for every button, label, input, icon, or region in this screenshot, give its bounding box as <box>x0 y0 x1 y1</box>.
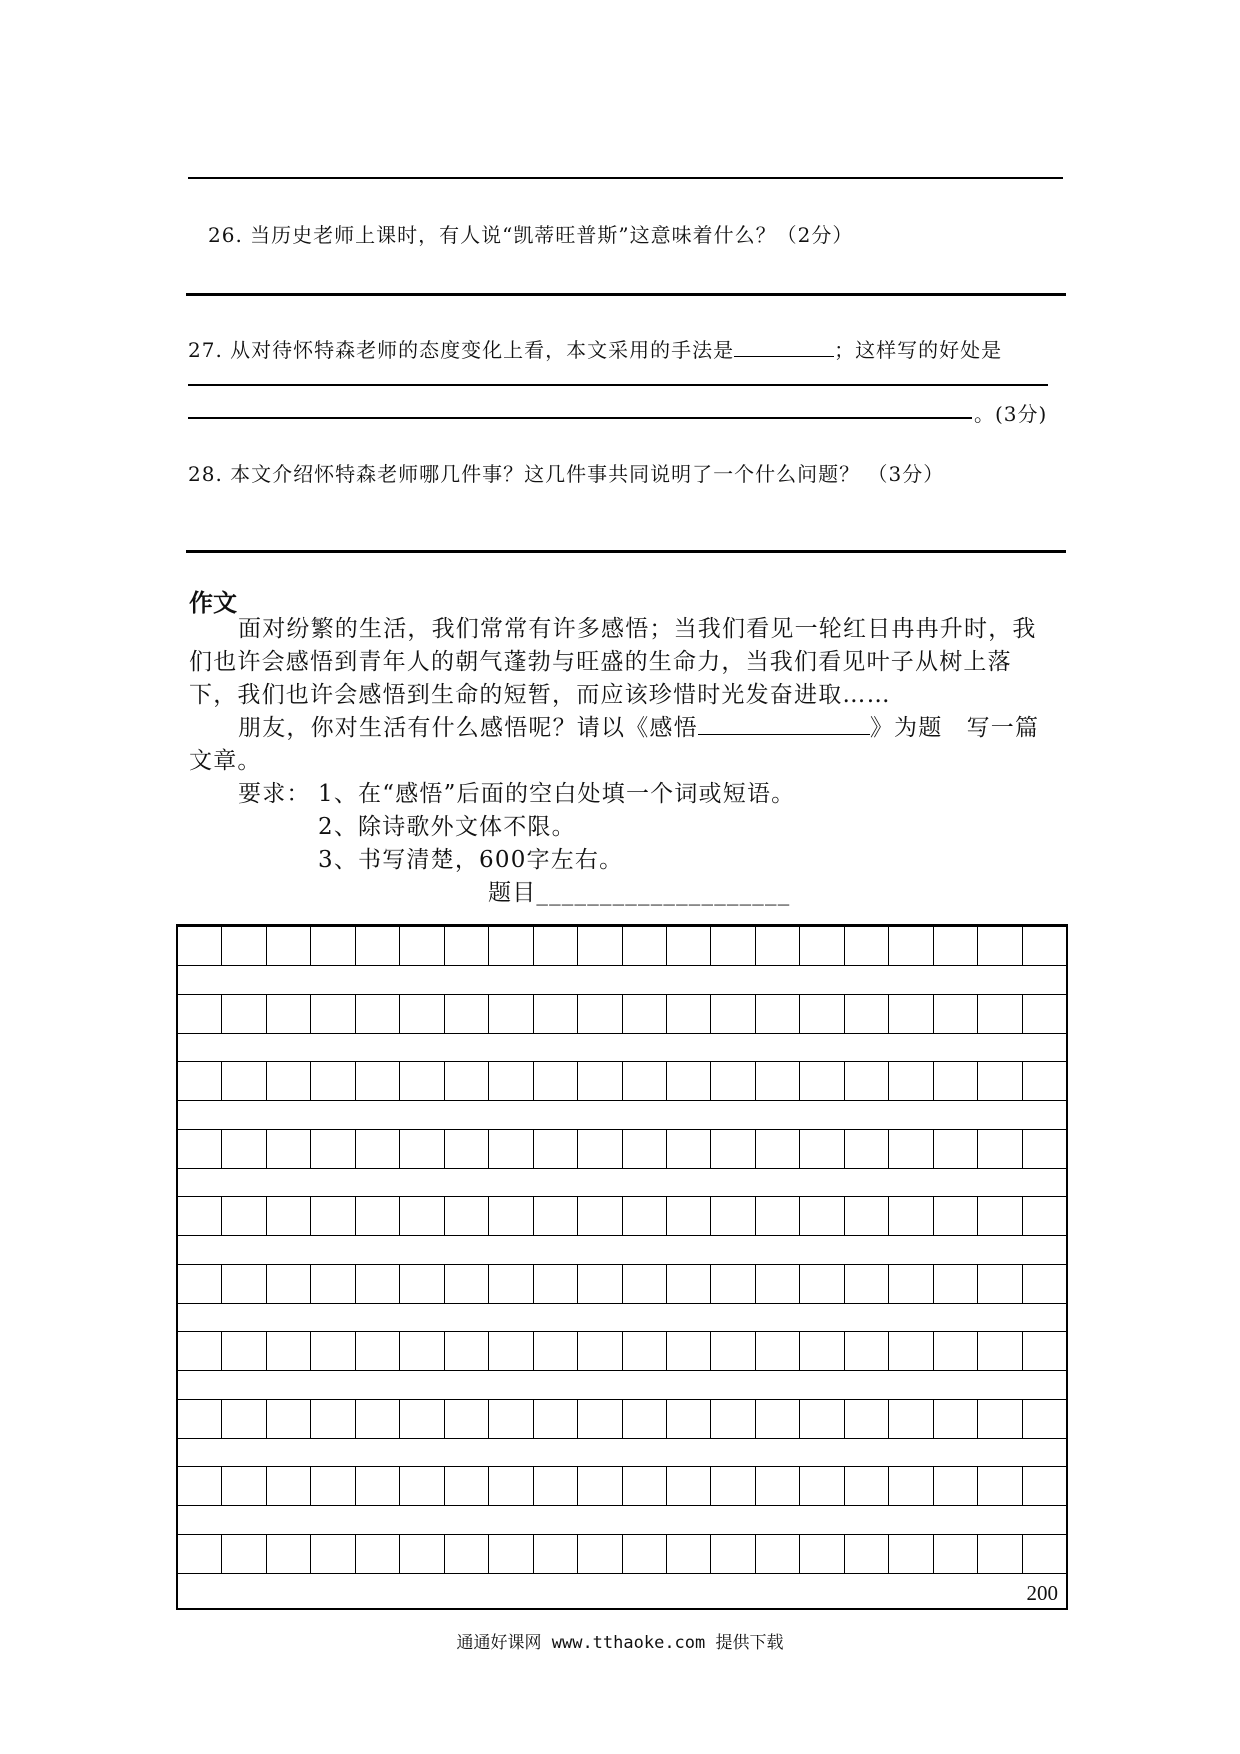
grid-cell[interactable] <box>934 1264 978 1304</box>
grid-cell[interactable] <box>1023 1534 1066 1574</box>
grid-cell[interactable] <box>711 926 755 966</box>
grid-cell[interactable] <box>400 926 444 966</box>
grid-cell[interactable] <box>667 994 711 1034</box>
grid-cell[interactable] <box>489 1331 533 1371</box>
grid-cell[interactable] <box>845 1061 889 1101</box>
grid-cell[interactable] <box>534 1399 578 1439</box>
grid-cell[interactable] <box>445 926 489 966</box>
grid-cell[interactable] <box>445 1331 489 1371</box>
grid-cell[interactable] <box>934 994 978 1034</box>
grid-cell[interactable] <box>845 1534 889 1574</box>
grid-cell[interactable] <box>222 1331 266 1371</box>
grid-cell[interactable] <box>178 1264 222 1304</box>
grid-cell[interactable] <box>178 1534 222 1574</box>
grid-cell[interactable] <box>1023 1196 1066 1236</box>
grid-cell[interactable] <box>178 926 222 966</box>
essay-prompt-text: 朋友，你对生活有什么感悟呢？请以《感悟 <box>238 715 698 741</box>
grid-cell[interactable] <box>800 1331 844 1371</box>
grid-cell[interactable] <box>267 926 311 966</box>
grid-cell[interactable] <box>623 1264 667 1304</box>
grid-cell[interactable] <box>400 1196 444 1236</box>
grid-cell[interactable] <box>178 1399 222 1439</box>
grid-cell[interactable] <box>356 1331 400 1371</box>
grid-cell[interactable] <box>623 1196 667 1236</box>
grid-cell[interactable] <box>978 1129 1022 1169</box>
grid-cell[interactable] <box>356 1466 400 1506</box>
grid-cell[interactable] <box>934 1129 978 1169</box>
grid-cell[interactable] <box>578 926 622 966</box>
grid-cell[interactable] <box>845 1129 889 1169</box>
grid-cell[interactable] <box>756 1061 800 1101</box>
grid-cell[interactable] <box>356 1534 400 1574</box>
grid-cell[interactable] <box>889 1331 933 1371</box>
grid-cell[interactable] <box>267 1399 311 1439</box>
grid-cell[interactable] <box>800 1399 844 1439</box>
grid-cell[interactable] <box>978 926 1022 966</box>
grid-cell[interactable] <box>534 1264 578 1304</box>
grid-cell[interactable] <box>222 1129 266 1169</box>
grid-cell[interactable] <box>711 994 755 1034</box>
grid-cell[interactable] <box>934 1466 978 1506</box>
essay-heading: 作文 <box>189 589 237 617</box>
grid-row <box>178 926 1066 966</box>
grid-cell[interactable] <box>623 926 667 966</box>
grid-cell[interactable] <box>578 1466 622 1506</box>
grid-cell[interactable] <box>445 1534 489 1574</box>
grid-cell[interactable] <box>222 994 266 1034</box>
grid-cell[interactable] <box>356 1264 400 1304</box>
grid-cell[interactable] <box>534 926 578 966</box>
grid-cell[interactable] <box>222 1399 266 1439</box>
grid-cell[interactable] <box>178 1061 222 1101</box>
grid-cell[interactable] <box>667 1061 711 1101</box>
grid-cell[interactable] <box>889 1534 933 1574</box>
grid-cell[interactable] <box>623 1129 667 1169</box>
grid-cell[interactable] <box>489 994 533 1034</box>
grid-cell[interactable] <box>578 1196 622 1236</box>
grid-cell[interactable] <box>711 1196 755 1236</box>
grid-cell[interactable] <box>578 1534 622 1574</box>
grid-cell[interactable] <box>178 994 222 1034</box>
grid-cell[interactable] <box>623 1399 667 1439</box>
grid-cell[interactable] <box>311 1196 355 1236</box>
grid-cell[interactable] <box>711 1399 755 1439</box>
essay-title-prompt: 题目____________________ <box>488 880 791 906</box>
grid-cell[interactable] <box>889 1196 933 1236</box>
grid-cell[interactable] <box>445 1129 489 1169</box>
writing-grid[interactable] <box>176 924 1068 1610</box>
grid-cell[interactable] <box>400 1264 444 1304</box>
essay-prompt-line-3: 下，我们也许会感悟到生命的短暂，而应该珍惜时光发奋进取…… <box>189 682 891 708</box>
grid-cell[interactable] <box>711 1534 755 1574</box>
grid-cell[interactable] <box>578 1264 622 1304</box>
grid-cell[interactable] <box>311 1399 355 1439</box>
grid-cell[interactable] <box>623 1331 667 1371</box>
grid-cell[interactable] <box>800 926 844 966</box>
grid-row <box>178 1264 1066 1304</box>
grid-cell[interactable] <box>311 1466 355 1506</box>
grid-cell[interactable] <box>623 1534 667 1574</box>
grid-cell[interactable] <box>534 1331 578 1371</box>
grid-cell[interactable] <box>711 1331 755 1371</box>
grid-cell[interactable] <box>534 1466 578 1506</box>
grid-cell[interactable] <box>934 926 978 966</box>
grid-cell[interactable] <box>400 994 444 1034</box>
grid-cell[interactable] <box>578 994 622 1034</box>
grid-cell[interactable] <box>400 1061 444 1101</box>
grid-cell[interactable] <box>845 1466 889 1506</box>
grid-cell[interactable] <box>889 1466 933 1506</box>
answer-line-q27-1 <box>188 384 1048 386</box>
grid-cell[interactable] <box>222 1534 266 1574</box>
grid-cell[interactable] <box>489 1534 533 1574</box>
grid-cell[interactable] <box>667 1331 711 1371</box>
grid-cell[interactable] <box>578 1129 622 1169</box>
character-count-label: 200 <box>1026 1581 1058 1605</box>
question-27-start: 27. 从对待怀特森老师的态度变化上看，本文采用的手法是 <box>188 338 735 362</box>
grid-cell[interactable] <box>1023 1331 1066 1371</box>
grid-cell[interactable] <box>889 1129 933 1169</box>
essay-prompt-line-2: 们也许会感悟到青年人的朝气蓬勃与旺盛的生命力，当我们看见叶子从树上落 <box>189 649 1012 675</box>
grid-cell[interactable] <box>667 1264 711 1304</box>
answer-line-q25 <box>188 177 1063 179</box>
grid-cell[interactable] <box>845 1399 889 1439</box>
grid-cell[interactable] <box>489 1399 533 1439</box>
grid-cell[interactable] <box>578 1061 622 1101</box>
essay-prompt-line-4 <box>238 712 1039 745</box>
grid-cell[interactable] <box>978 1061 1022 1101</box>
grid-cell[interactable] <box>267 1196 311 1236</box>
grid-cell[interactable] <box>489 1196 533 1236</box>
grid-cell[interactable] <box>800 1061 844 1101</box>
grid-row <box>178 1534 1066 1574</box>
grid-cell[interactable] <box>756 926 800 966</box>
grid-cell[interactable] <box>311 1331 355 1371</box>
grid-cell[interactable] <box>534 1129 578 1169</box>
grid-cell[interactable] <box>756 1534 800 1574</box>
grid-cell[interactable] <box>267 1331 311 1371</box>
grid-cell[interactable] <box>356 1196 400 1236</box>
blank-technique[interactable] <box>734 336 834 357</box>
grid-cell[interactable] <box>311 926 355 966</box>
grid-row <box>178 1196 1066 1236</box>
grid-cell[interactable] <box>800 1264 844 1304</box>
grid-cell[interactable] <box>978 994 1022 1034</box>
grid-cell[interactable] <box>445 1196 489 1236</box>
question-27-mid: ；这样写的好处是 <box>834 338 1003 362</box>
question-28: 28. 本文介绍怀特森老师哪几件事？这几件事共同说明了一个什么问题？ （3分） <box>188 462 945 486</box>
grid-cell[interactable] <box>445 994 489 1034</box>
essay-prompt-text-end: 》为题 写一篇 <box>869 715 1040 741</box>
grid-cell[interactable] <box>756 1331 800 1371</box>
grid-cell[interactable] <box>267 1129 311 1169</box>
grid-cell[interactable] <box>667 1196 711 1236</box>
grid-cell[interactable] <box>978 1196 1022 1236</box>
grid-cell[interactable] <box>534 1534 578 1574</box>
grid-cell[interactable] <box>711 1129 755 1169</box>
grid-cell[interactable] <box>489 1264 533 1304</box>
grid-cell[interactable] <box>623 1061 667 1101</box>
grid-cell[interactable] <box>756 994 800 1034</box>
grid-cell[interactable] <box>845 994 889 1034</box>
grid-cell[interactable] <box>1023 1399 1066 1439</box>
grid-cell[interactable] <box>800 1534 844 1574</box>
requirement-1: 1、在“感悟”后面的空白处填一个词或短语。 <box>318 781 796 807</box>
grid-cell[interactable] <box>356 1061 400 1101</box>
grid-row <box>178 1061 1066 1101</box>
grid-cell[interactable] <box>356 994 400 1034</box>
grid-cell[interactable] <box>222 1061 266 1101</box>
grid-cell[interactable] <box>667 1129 711 1169</box>
grid-cell[interactable] <box>800 1196 844 1236</box>
grid-cell[interactable] <box>311 1129 355 1169</box>
answer-line-q27-2 <box>188 417 972 419</box>
grid-cell[interactable] <box>178 1196 222 1236</box>
grid-cell[interactable] <box>1023 1264 1066 1304</box>
grid-cell[interactable] <box>889 1061 933 1101</box>
grid-cell[interactable] <box>356 926 400 966</box>
grid-cell[interactable] <box>1023 1129 1066 1169</box>
grid-cell[interactable] <box>311 1264 355 1304</box>
question-26: 26. 当历史老师上课时，有人说“凯蒂旺普斯”这意味着什么？（2分） <box>208 223 854 247</box>
grid-cell[interactable] <box>623 994 667 1034</box>
grid-row <box>178 1129 1066 1169</box>
grid-cell[interactable] <box>534 1061 578 1101</box>
grid-cell[interactable] <box>623 1466 667 1506</box>
grid-cell[interactable] <box>222 1196 266 1236</box>
grid-cell[interactable] <box>489 1466 533 1506</box>
grid-cell[interactable] <box>756 1196 800 1236</box>
footer-source: 通通好课网 www.tthaoke.com 提供下载 <box>456 1633 784 1653</box>
grid-row <box>178 1466 1066 1506</box>
grid-cell[interactable] <box>978 1466 1022 1506</box>
grid-cell[interactable] <box>978 1399 1022 1439</box>
grid-cell[interactable] <box>934 1196 978 1236</box>
grid-cell[interactable] <box>711 1466 755 1506</box>
grid-cell[interactable] <box>400 1399 444 1439</box>
grid-cell[interactable] <box>889 1399 933 1439</box>
grid-cell[interactable] <box>445 1061 489 1101</box>
grid-cell[interactable] <box>845 1196 889 1236</box>
grid-cell[interactable] <box>845 1331 889 1371</box>
essay-prompt-line-5: 文章。 <box>189 748 262 774</box>
grid-row <box>178 1331 1066 1371</box>
grid-cell[interactable] <box>400 1331 444 1371</box>
answer-line-q26 <box>186 293 1066 296</box>
grid-cell[interactable] <box>1023 1061 1066 1101</box>
grid-cell[interactable] <box>756 1466 800 1506</box>
grid-cell[interactable] <box>978 1264 1022 1304</box>
grid-cell[interactable] <box>400 1534 444 1574</box>
grid-cell[interactable] <box>800 1129 844 1169</box>
answer-line-q28 <box>186 550 1066 553</box>
grid-cell[interactable] <box>711 1061 755 1101</box>
grid-cell[interactable] <box>267 994 311 1034</box>
grid-cell[interactable] <box>222 1264 266 1304</box>
grid-row <box>178 994 1066 1034</box>
grid-cell[interactable] <box>222 926 266 966</box>
grid-cell[interactable] <box>578 1399 622 1439</box>
grid-cell[interactable] <box>756 1399 800 1439</box>
grid-cell[interactable] <box>445 1466 489 1506</box>
grid-cell[interactable] <box>400 1466 444 1506</box>
grid-cell[interactable] <box>222 1466 266 1506</box>
grid-cell[interactable] <box>889 1264 933 1304</box>
grid-cell[interactable] <box>445 1264 489 1304</box>
grid-cell[interactable] <box>534 994 578 1034</box>
essay-prompt-line-1: 面对纷繁的生活，我们常常有许多感悟；当我们看见一轮红日冉冉升时，我 <box>238 616 1037 642</box>
grid-cell[interactable] <box>800 994 844 1034</box>
grid-cell[interactable] <box>667 1534 711 1574</box>
grid-cell[interactable] <box>934 1399 978 1439</box>
grid-cell[interactable] <box>400 1129 444 1169</box>
grid-cell[interactable] <box>356 1129 400 1169</box>
grid-cell[interactable] <box>311 1534 355 1574</box>
grid-cell[interactable] <box>756 1264 800 1304</box>
requirement-3: 3、书写清楚，600字左右。 <box>318 847 624 873</box>
grid-cell[interactable] <box>934 1331 978 1371</box>
grid-cell[interactable] <box>267 1534 311 1574</box>
title-blank[interactable] <box>698 712 870 735</box>
grid-cell[interactable] <box>267 1264 311 1304</box>
grid-cell[interactable] <box>978 1331 1022 1371</box>
grid-cell[interactable] <box>978 1534 1022 1574</box>
requirements-label: 要求： <box>238 781 311 807</box>
grid-cell[interactable] <box>178 1466 222 1506</box>
grid-cell[interactable] <box>889 926 933 966</box>
grid-cell[interactable] <box>178 1331 222 1371</box>
grid-cell[interactable] <box>489 1061 533 1101</box>
grid-row <box>178 1399 1066 1439</box>
grid-cell[interactable] <box>445 1399 489 1439</box>
question-27 <box>188 334 1002 363</box>
grid-cell[interactable] <box>845 926 889 966</box>
grid-cell[interactable] <box>845 1264 889 1304</box>
grid-cell[interactable] <box>267 1061 311 1101</box>
grid-cell[interactable] <box>311 994 355 1034</box>
grid-cell[interactable] <box>800 1466 844 1506</box>
grid-cell[interactable] <box>311 1061 355 1101</box>
grid-cell[interactable] <box>1023 994 1066 1034</box>
grid-cell[interactable] <box>889 994 933 1034</box>
grid-cell[interactable] <box>667 1466 711 1506</box>
grid-cell[interactable] <box>178 1129 222 1169</box>
grid-cell[interactable] <box>489 1129 533 1169</box>
grid-cell[interactable] <box>934 1061 978 1101</box>
grid-cell[interactable] <box>578 1331 622 1371</box>
grid-cell[interactable] <box>667 926 711 966</box>
grid-cell[interactable] <box>489 926 533 966</box>
grid-cell[interactable] <box>711 1264 755 1304</box>
requirement-2: 2、除诗歌外文体不限。 <box>318 814 576 840</box>
grid-cell[interactable] <box>356 1399 400 1439</box>
grid-cell[interactable] <box>667 1399 711 1439</box>
grid-cell[interactable] <box>756 1129 800 1169</box>
grid-cell[interactable] <box>934 1534 978 1574</box>
grid-cell[interactable] <box>1023 926 1066 966</box>
grid-cell[interactable] <box>1023 1466 1066 1506</box>
question-27-score: 。(3分) <box>974 402 1048 426</box>
grid-cell[interactable] <box>267 1466 311 1506</box>
grid-cell[interactable] <box>534 1196 578 1236</box>
